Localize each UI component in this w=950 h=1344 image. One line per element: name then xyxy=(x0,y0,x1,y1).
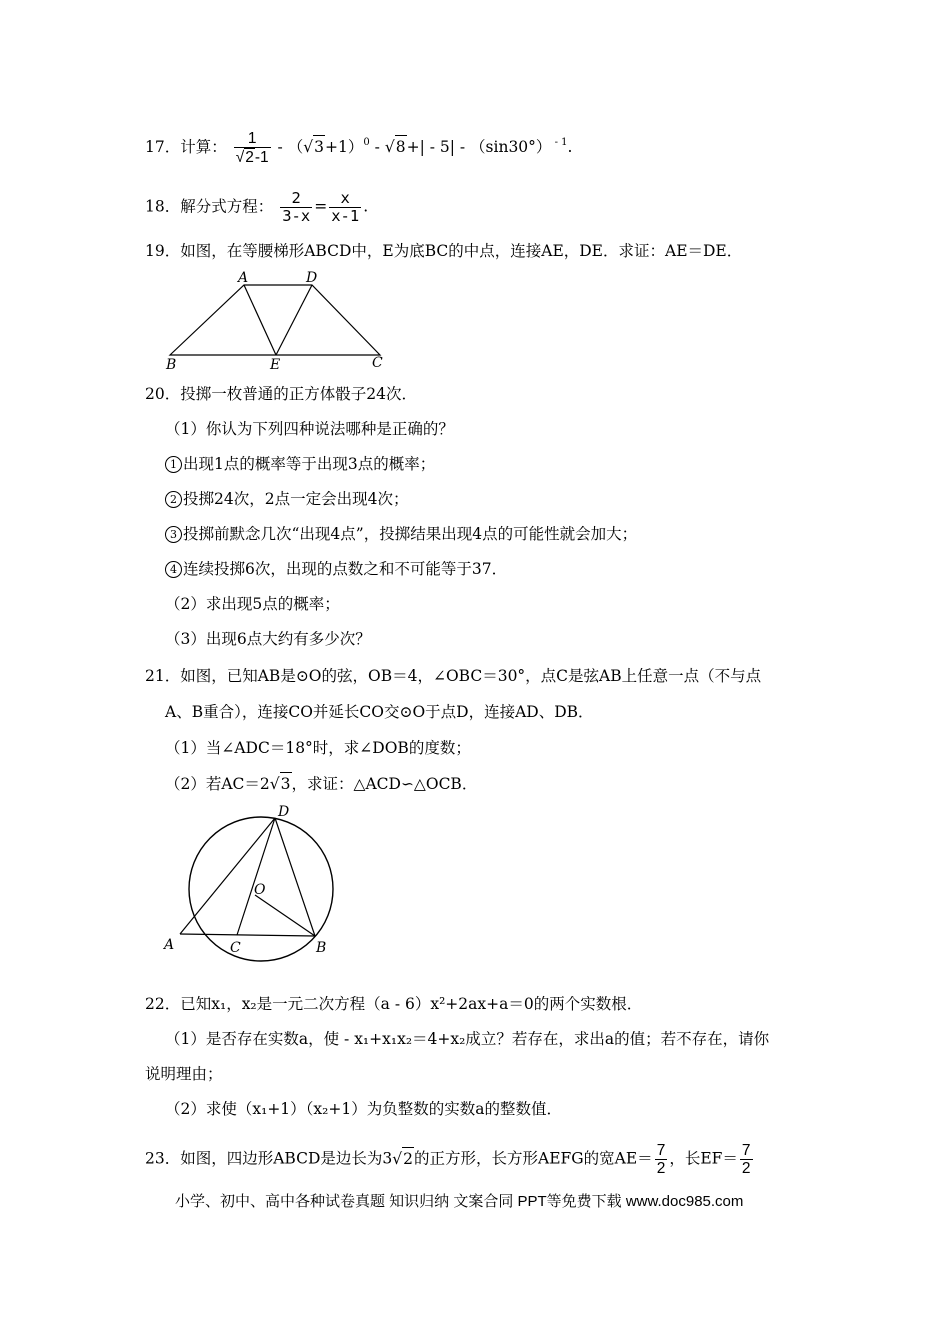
label-d: D xyxy=(306,270,318,286)
question-17: 17．计算： $\frac{1}{√2-1}$ - $(√3+1)^0 - √8+| - 5| - (\sin 30^\circ)$ $^{- 1}$. xyxy=(145,130,573,166)
fraction: $\frac{x}{x-1}$ xyxy=(331,189,360,225)
page-footer: 小学、初中、高中各种试卷真题 知识归纳 文案合同 PPT等免费下载 www.doc985.com xyxy=(175,1193,744,1210)
circle-figure xyxy=(160,800,360,980)
q21-line-2: A、B重合），连接CO并延长CO交⊙O于点D，连接AD、DB． xyxy=(165,703,594,721)
q20-part-3: （3）出现6点大约有多少次？ xyxy=(165,630,371,648)
question-19: 19．如图，在等腰梯形ABCD中，E为底BC的中点，连接AE，DE．求证：AE＝DE． xyxy=(145,242,743,260)
question-20: 20．投掷一枚普通的正方体骰子24次． xyxy=(145,385,417,403)
sqrt-sign: √2 xyxy=(235,149,254,166)
sqrt-sign: √2 xyxy=(392,1147,414,1170)
label-e: E xyxy=(270,357,281,373)
label-b: B xyxy=(166,357,177,373)
q21-part-1: （1）当∠ADC＝18°时，求∠DOB的度数； xyxy=(165,739,471,757)
sqrt-sign: √8 xyxy=(385,135,407,158)
q20-part-2: （2）求出现5点的概率； xyxy=(165,595,340,613)
label-o: O xyxy=(254,882,266,898)
label-a: A xyxy=(238,270,249,286)
q20-option-1: 1 出现1点的概率等于出现3点的概率； xyxy=(165,453,435,475)
segment-ae xyxy=(244,285,276,355)
q22-part-1-cont: 说明理由； xyxy=(145,1065,223,1083)
fraction: $\frac{2}{3-x}$ xyxy=(282,189,311,225)
question-number: 17． xyxy=(145,138,181,156)
fraction: $\frac{7}{2}$ xyxy=(656,1142,666,1177)
label-c: C xyxy=(372,355,383,371)
q22-part-1: （1）是否存在实数a，使 - x₁+x₁x₂＝4+x₂成立？若存在，求出a的值；若不存在，请你 xyxy=(165,1030,770,1048)
segment-de xyxy=(276,285,312,355)
question-21: 21．如图，已知AB是⊙O的弦，OB＝4，∠OBC＝30°，点C是弦AB上任意一点（不与点 xyxy=(145,667,762,685)
label-c: C xyxy=(230,940,241,956)
question-22: 22．已知x₁，x₂是一元二次方程（a - 6）x²+2ax+a＝0的两个实数根． xyxy=(145,995,643,1013)
segment-ad xyxy=(180,818,275,934)
q21-part-2: （2）若AC＝2√3，求证：△ACD∽△OCB． xyxy=(165,772,477,795)
q20-option-4: 4 连续投掷6次，出现的点数之和不可能等于37． xyxy=(165,558,507,580)
sqrt-sign: √3 xyxy=(270,772,292,795)
q20-option-3: 3 投掷前默念几次“出现4点”，投掷结果出现4点的可能性就会加大； xyxy=(165,523,637,545)
label-d: D xyxy=(278,804,290,820)
segment-ob xyxy=(255,895,315,936)
question-18: 18．解分式方程： $\frac{2}{3-x}$ = $\frac{x}{x-1}$ . xyxy=(145,189,369,225)
label-b: B xyxy=(316,940,327,956)
segment-cd xyxy=(237,818,275,935)
chord-ab xyxy=(180,934,315,936)
q20-option-2: 2 投掷24次，2点一定会出现4次； xyxy=(165,488,408,510)
question-23: 23．如图，四边形ABCD是边长为3√2的正方形，长方形AEFG的宽AE＝ $\frac{7}{2}$ ，长EF＝ $\frac{7}{2}$ xyxy=(145,1142,751,1177)
label-a: A xyxy=(164,937,175,953)
fraction: $\frac{7}{2}$ xyxy=(741,1142,751,1177)
q20-part-1: （1）你认为下列四种说法哪种是正确的？ xyxy=(165,420,454,438)
trapezoid-abcd xyxy=(170,285,380,355)
fraction: $\frac{1}{√2-1}$ xyxy=(235,130,269,166)
trapezoid-figure xyxy=(160,265,400,375)
q22-part-2: （2）求使（x₁+1）（x₂+1）为负整数的实数a的整数值． xyxy=(165,1100,562,1118)
sqrt-sign: √3 xyxy=(303,135,325,158)
